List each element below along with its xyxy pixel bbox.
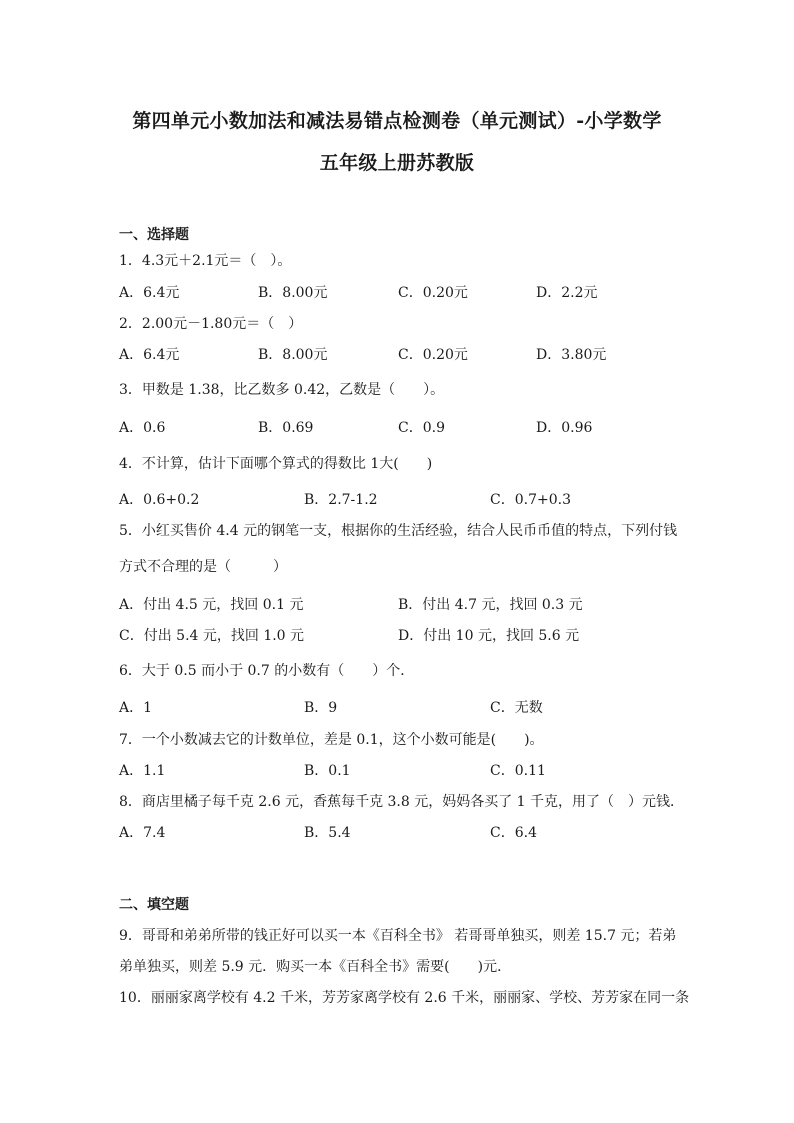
- question-4-option-b: B．2.7-1.2: [304, 492, 378, 508]
- question-2-option-b: B．8.00元: [258, 347, 328, 363]
- question-5-stem-line-1: 5．小红买售价 4.4 元的钢笔一支，根据你的生活经验，结合人民币币值的特点，下列付钱: [119, 523, 678, 539]
- question-5-option-b: B．付出 4.7 元，找回 0.3 元: [398, 597, 583, 613]
- question-8-stem: 8．商店里橘子每千克 2.6 元，香蕉每千克 3.8 元，妈妈各买了 1 千克，用了（ ）元钱．: [119, 794, 685, 810]
- question-2-option-c: C．0.20元: [398, 347, 468, 363]
- question-6-stem: 6．大于 0.5 而小于 0.7 的小数有（ ）个．: [119, 663, 415, 679]
- question-6-option-c: C．无数: [490, 700, 543, 716]
- question-8-option-b: B．5.4: [304, 825, 351, 841]
- question-7-option-a: A．1.1: [119, 763, 166, 779]
- question-6-option-b: B．9: [304, 700, 338, 716]
- question-3-stem: 3．甲数是 1.38，比乙数多 0.42，乙数是（ ）。: [119, 382, 445, 398]
- question-4-option-c: C．0.7+0.3: [490, 492, 571, 508]
- question-1-option-d: D．2.2元: [536, 285, 598, 301]
- question-2-stem: 2．2.00元－1.80元＝（ ）: [119, 316, 303, 332]
- question-3-option-a: A．0.6: [119, 420, 166, 436]
- page-title-line-1: 第四单元小数加法和减法易错点检测卷（单元测试）-小学数学: [132, 110, 662, 132]
- question-5-option-a: A．付出 4.5 元，找回 0.1 元: [119, 597, 304, 613]
- question-2-option-a: A．6.4元: [119, 347, 180, 363]
- question-3-option-d: D．0.96: [536, 420, 593, 436]
- page-title-line-2: 五年级上册苏教版: [319, 152, 475, 174]
- question-8-option-a: A．7.4: [119, 825, 166, 841]
- question-5-option-c: C．付出 5.4 元，找回 1.0 元: [119, 628, 305, 644]
- question-10-line-1: 10．丽丽家离学校有 4.2 千米，芳芳家离学校有 2.6 千米，丽丽家、学校、芳芳家在同一条: [119, 990, 690, 1006]
- question-1-option-b: B．8.00元: [258, 285, 328, 301]
- question-5-stem-line-2: 方式不合理的是（ ）: [119, 559, 287, 575]
- question-5-option-d: D．付出 10 元，找回 5.6 元: [398, 628, 580, 644]
- question-1-stem: 1．4.3元＋2.1元＝（ ）。: [119, 253, 292, 269]
- question-2-option-d: D．3.80元: [536, 347, 607, 363]
- question-7-option-b: B．0.1: [304, 763, 351, 779]
- question-3-option-c: C．0.9: [398, 420, 445, 436]
- question-8-option-c: C．6.4: [490, 825, 537, 841]
- section-heading-choice: 一、选择题: [119, 227, 189, 243]
- question-1-option-a: A．6.4元: [119, 285, 180, 301]
- question-3-option-b: B．0.69: [258, 420, 314, 436]
- question-9-line-1: 9．哥哥和弟弟所带的钱正好可以买一本《百科全书》 若哥哥单独买，则差 15.7 元；若弟: [119, 928, 677, 944]
- question-1-option-c: C．0.20元: [398, 285, 468, 301]
- question-4-stem: 4．不计算，估计下面哪个算式的得数比 1大( ): [119, 456, 433, 472]
- section-heading-fill: 二、填空题: [119, 897, 189, 913]
- question-7-option-c: C．0.11: [490, 763, 546, 779]
- question-9-line-2: 弟单独买，则差 5.9 元．购买一本《百科全书》需要( )元．: [119, 959, 512, 975]
- question-6-option-a: A．1: [119, 700, 153, 716]
- question-7-stem: 7．一个小数减去它的计数单位，差是 0.1，这个小数可能是( )。: [119, 732, 544, 748]
- question-4-option-a: A．0.6+0.2: [119, 492, 200, 508]
